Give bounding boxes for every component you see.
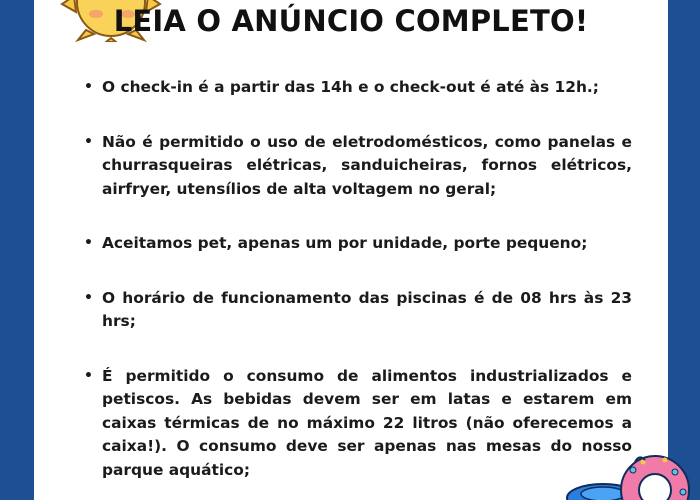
bullet-icon: • bbox=[84, 133, 93, 150]
rules-list bbox=[84, 76, 632, 500]
pool-float-icon bbox=[565, 448, 700, 500]
bullet-icon: • bbox=[84, 367, 93, 384]
rule-text: O check-in é a partir das 14h e o check-out é até às 12h.; bbox=[102, 78, 599, 96]
bullet-icon: • bbox=[84, 235, 93, 251]
info-card bbox=[34, 0, 668, 500]
list-item bbox=[84, 232, 632, 256]
rule-text: É permitido o consumo de alimentos industrializados e petiscos. As bebidas devem ser em latas e estarem em caixas térmicas de no máximo 22 litros (não oferecemos a caixa!). O consumo deve ser apenas nas mesas do nosso parque aquático; bbox=[102, 366, 632, 479]
list-item bbox=[84, 131, 632, 202]
list-item bbox=[84, 287, 632, 334]
page-title: LEIA O ANÚNCIO COMPLETO! bbox=[113, 4, 589, 38]
rule-text: O horário de funcionamento das piscinas é de 08 hrs às 23 hrs; bbox=[102, 288, 632, 330]
list-item bbox=[84, 365, 632, 483]
rule-text: Aceitamos pet, apenas um por unidade, porte pequeno; bbox=[102, 234, 588, 252]
rule-text: Não é permitido o uso de eletrodomésticos, como panelas e churrasqueiras elétricas, sanduicheiras, fornos elétricos, airfryer, utensílios de alta voltagem no geral; bbox=[102, 132, 632, 198]
bullet-icon: • bbox=[84, 289, 93, 306]
list-item bbox=[84, 76, 632, 100]
bullet-icon: • bbox=[84, 79, 93, 95]
